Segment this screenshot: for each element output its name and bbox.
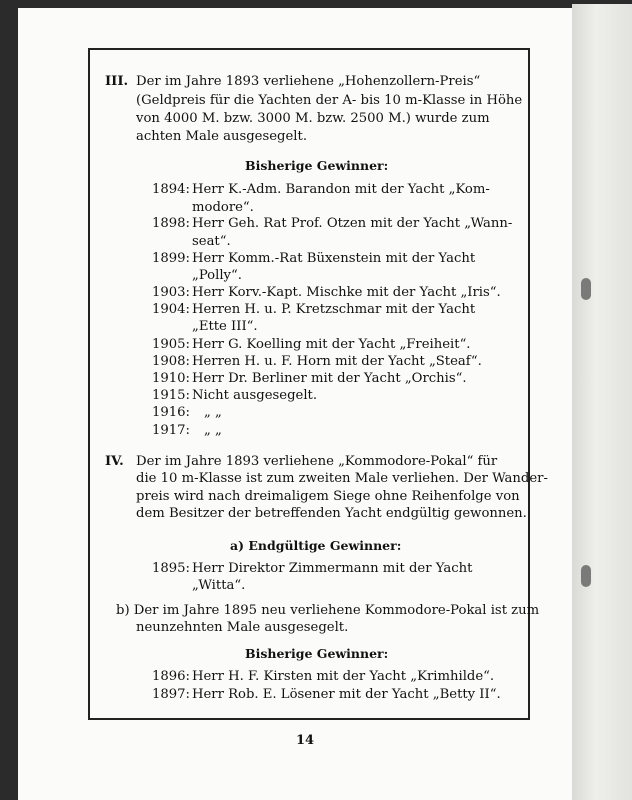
winner-text: „Ette III“. bbox=[192, 319, 258, 334]
winner-text: Herren H. u. P. Kretzschmar mit der Yacht bbox=[192, 302, 476, 317]
winner-text: „Witta“. bbox=[192, 578, 246, 593]
winner-year: 1894: bbox=[152, 182, 191, 197]
winner-year: 1910: bbox=[152, 371, 191, 386]
winner-text: „ „ bbox=[204, 405, 222, 420]
winner-text: Herr Korv.-Kapt. Mischke mit der Yacht „Iris“. bbox=[192, 285, 501, 300]
winner-year: 1905: bbox=[152, 337, 191, 352]
paragraph-line: Der im Jahre 1893 verliehene „Kommodore-Pokal“ für bbox=[136, 454, 498, 469]
binding-hole bbox=[581, 278, 591, 300]
paragraph-line: preis wird nach dreimaligem Siege ohne Reihenfolge von bbox=[136, 489, 520, 504]
winner-year: 1916: bbox=[152, 405, 191, 420]
winner-text: Herr Komm.-Rat Büxenstein mit der Yacht bbox=[192, 251, 476, 266]
winner-year: 1896: bbox=[152, 669, 191, 684]
page-number: 14 bbox=[296, 733, 315, 748]
paragraph-line: neunzehnten Male ausgesegelt. bbox=[136, 620, 349, 635]
winner-text: modore“. bbox=[192, 200, 254, 215]
section-heading: Bisherige Gewinner: bbox=[245, 158, 389, 173]
winner-year: 1898: bbox=[152, 216, 191, 231]
winner-year: 1904: bbox=[152, 302, 191, 317]
section-heading: Bisherige Gewinner: bbox=[245, 646, 389, 661]
winner-text: Herr K.-Adm. Barandon mit der Yacht „Kom- bbox=[192, 182, 490, 197]
winner-text: „Polly“. bbox=[192, 268, 242, 283]
paragraph-line: die 10 m-Klasse ist zum zweiten Male verliehen. Der Wander- bbox=[136, 471, 548, 486]
paragraph-line: achten Male ausgesegelt. bbox=[136, 129, 308, 144]
winner-year: 1895: bbox=[152, 561, 191, 576]
section-numeral: III. bbox=[105, 74, 129, 89]
section-numeral: IV. bbox=[105, 454, 124, 469]
winner-year: 1915: bbox=[152, 388, 191, 403]
paragraph-line: von 4000 M. bzw. 3000 M. bzw. 2500 M.) wurde zum bbox=[136, 111, 490, 126]
winner-year: 1903: bbox=[152, 285, 191, 300]
paragraph-line: Der im Jahre 1893 verliehene „Hohenzollern-Preis“ bbox=[136, 74, 481, 89]
winner-text: Herr Dr. Berliner mit der Yacht „Orchis“. bbox=[192, 371, 467, 386]
winner-text: Nicht ausgesegelt. bbox=[192, 388, 318, 403]
winner-text: „ „ bbox=[204, 423, 222, 438]
winner-year: 1897: bbox=[152, 687, 191, 702]
winner-text: Herr G. Koelling mit der Yacht „Freiheit“. bbox=[192, 337, 471, 352]
winner-text: Herren H. u. F. Horn mit der Yacht „Steaf“. bbox=[192, 354, 482, 369]
paragraph-line: dem Besitzer der betreffenden Yacht endgültig gewonnen. bbox=[136, 506, 527, 521]
section-heading: a) Endgültige Gewinner: bbox=[230, 538, 402, 553]
winner-year: 1899: bbox=[152, 251, 191, 266]
winner-text: seat“. bbox=[192, 234, 231, 249]
page-edge bbox=[572, 4, 632, 800]
paragraph-line: (Geldpreis für die Yachten der A- bis 10 m-Klasse in Höhe bbox=[136, 93, 523, 108]
winner-text: Herr Direktor Zimmermann mit der Yacht bbox=[192, 561, 473, 576]
winner-text: Herr H. F. Kirsten mit der Yacht „Krimhilde“. bbox=[192, 669, 495, 684]
binding-hole bbox=[581, 565, 591, 587]
paragraph-line: b) Der im Jahre 1895 neu verliehene Kommodore-Pokal ist zum bbox=[116, 603, 540, 618]
winner-text: Herr Rob. E. Lösener mit der Yacht „Betty II“. bbox=[192, 687, 501, 702]
winner-text: Herr Geh. Rat Prof. Otzen mit der Yacht „Wann- bbox=[192, 216, 513, 231]
winner-year: 1917: bbox=[152, 423, 191, 438]
winner-year: 1908: bbox=[152, 354, 191, 369]
